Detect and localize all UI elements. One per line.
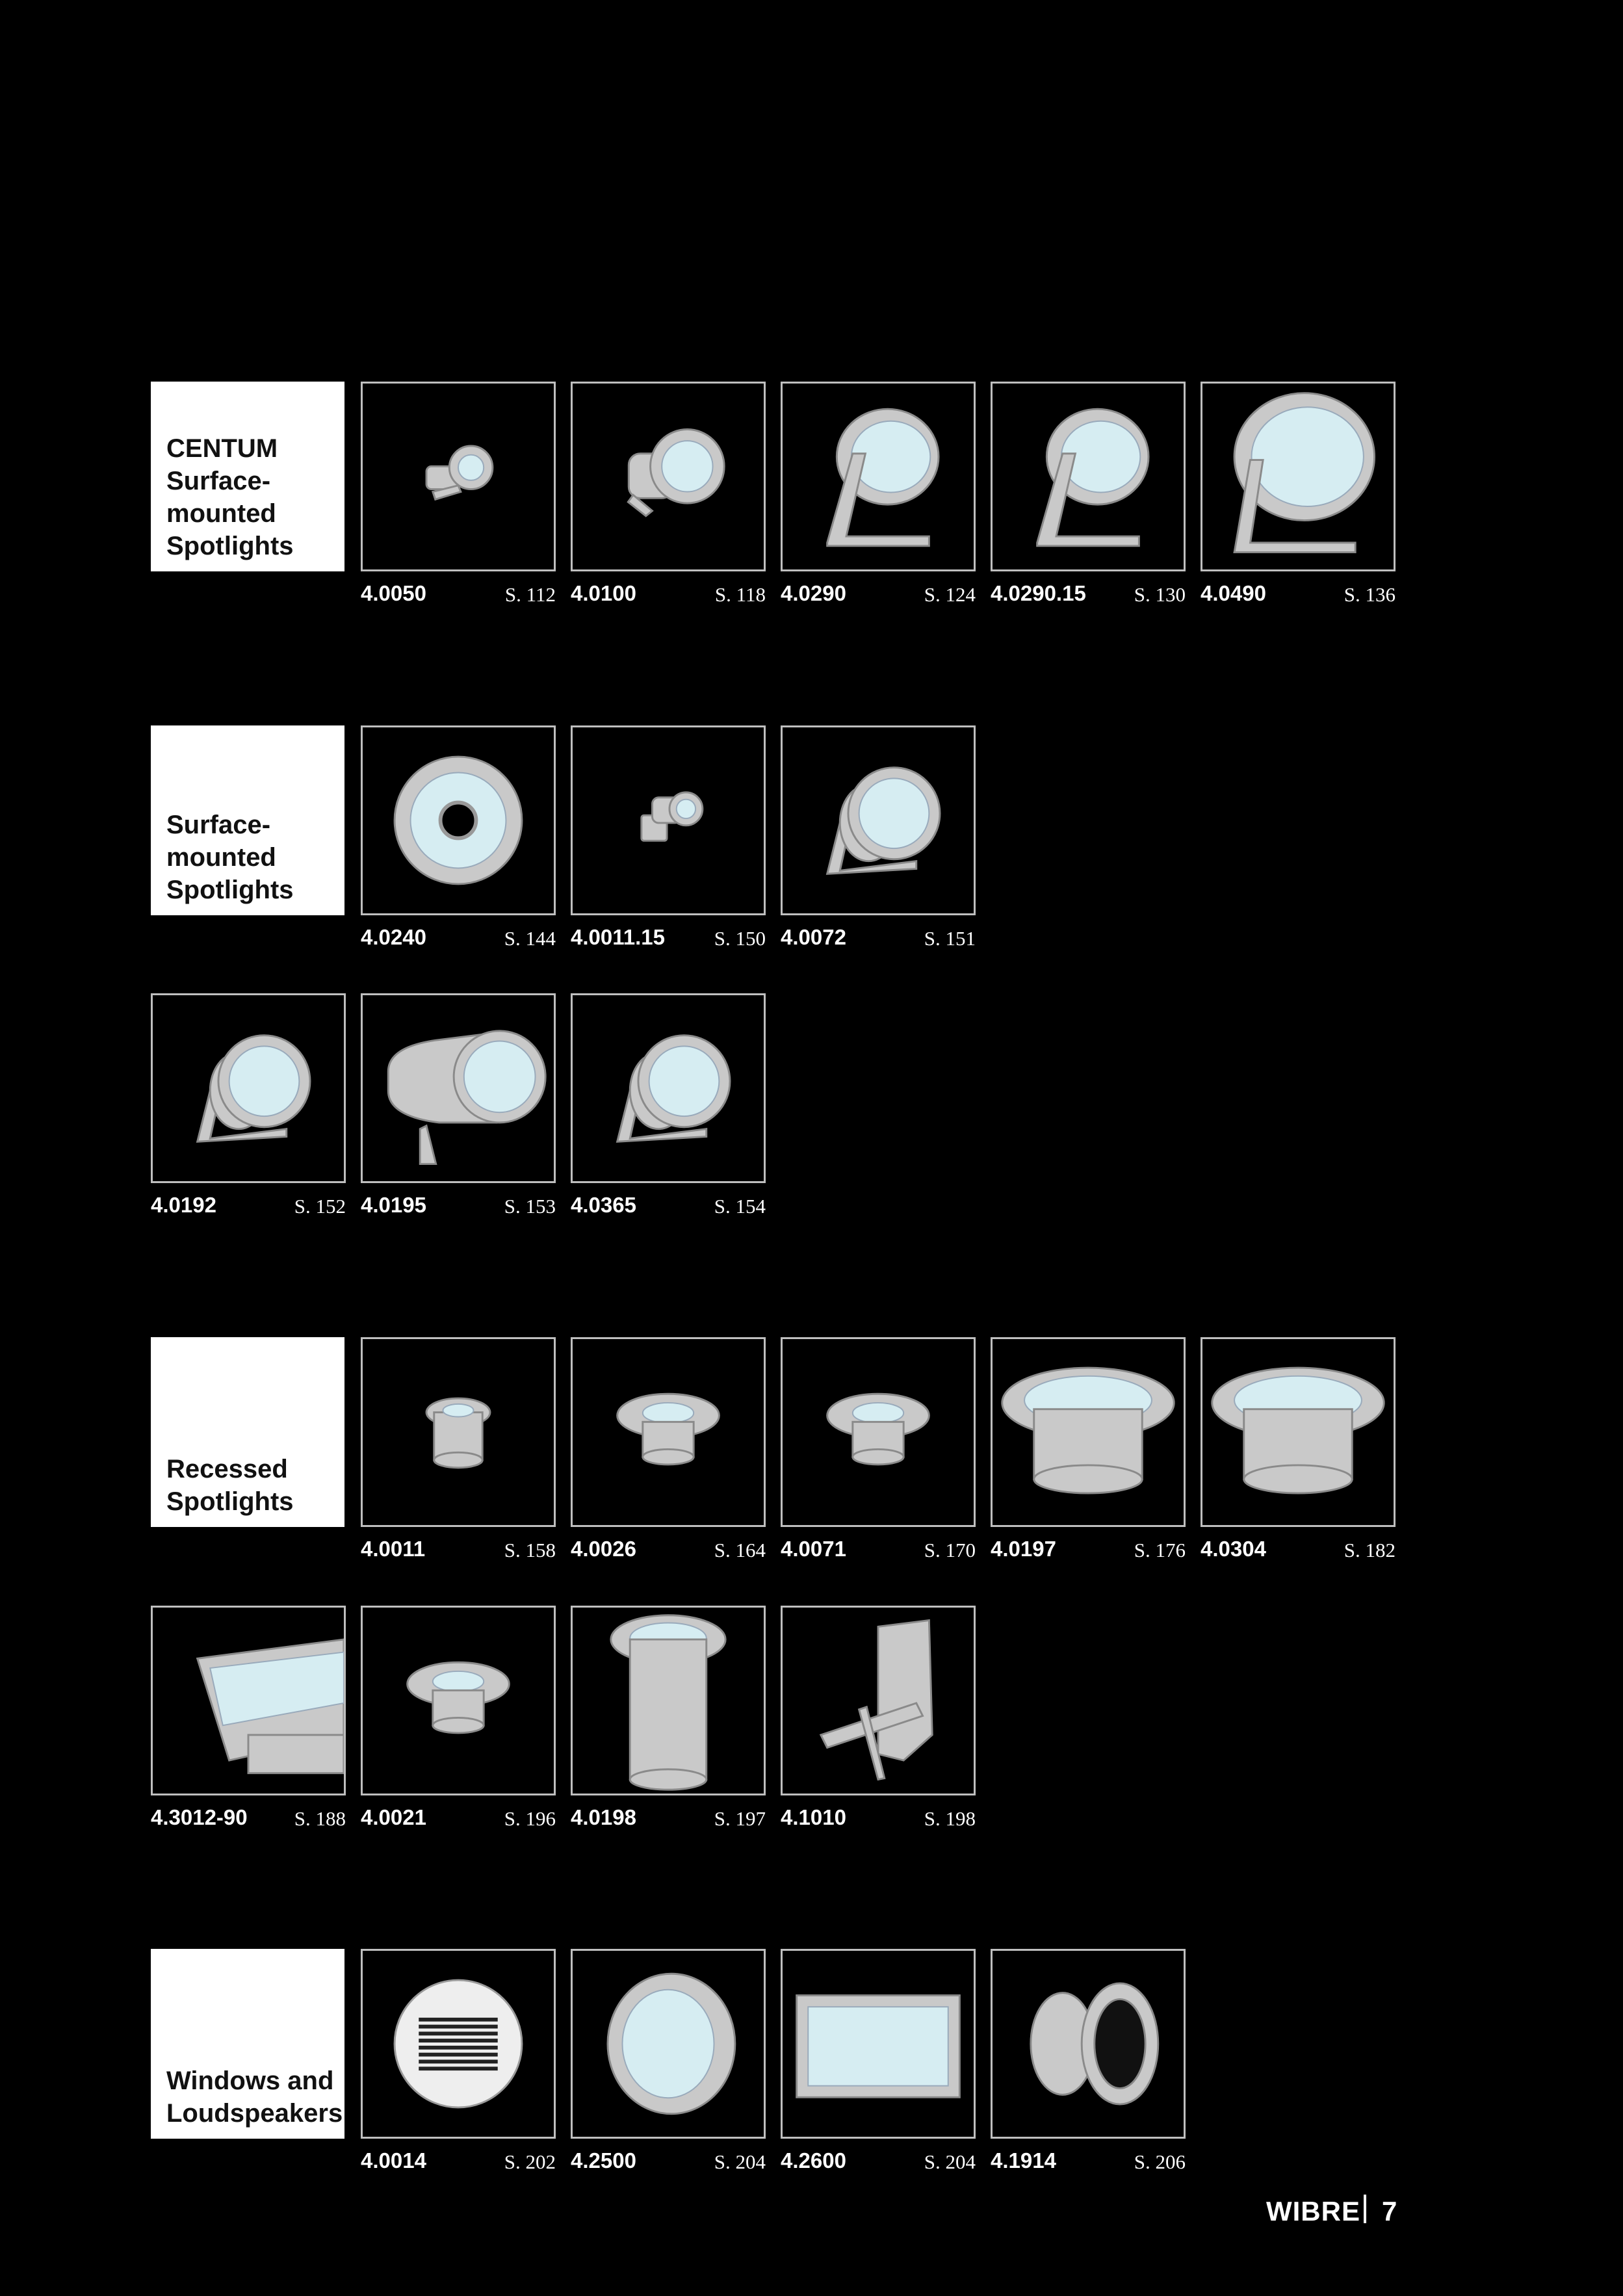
page-number: 7 bbox=[1382, 2196, 1397, 2226]
product-tile[interactable] bbox=[781, 1606, 976, 1795]
page-reference: S. 202 bbox=[504, 2150, 556, 2173]
product-code: 4.0072 bbox=[781, 925, 846, 949]
page-reference: S. 158 bbox=[504, 1539, 556, 1561]
page-reference: S. 150 bbox=[714, 927, 766, 950]
product-tile[interactable] bbox=[991, 1949, 1186, 2139]
product-tile[interactable] bbox=[361, 993, 556, 1183]
brand-logo: WIBRE bbox=[1266, 2196, 1360, 2226]
section-title-line: Surface- bbox=[166, 811, 271, 839]
product-code: 4.0290 bbox=[781, 581, 846, 605]
product-code: 4.0011.15 bbox=[571, 925, 665, 949]
product-code: 4.0100 bbox=[571, 581, 636, 605]
product-code: 4.0011 bbox=[361, 1537, 426, 1561]
product-code: 4.2600 bbox=[781, 2148, 846, 2172]
page-reference: S. 204 bbox=[924, 2150, 976, 2173]
page-reference: S. 197 bbox=[714, 1807, 766, 1830]
product-tile[interactable] bbox=[361, 1949, 556, 2139]
page-reference: S. 118 bbox=[714, 583, 766, 606]
product-code: 4.0195 bbox=[361, 1193, 426, 1217]
page-reference: S. 164 bbox=[714, 1539, 766, 1561]
product-tile[interactable] bbox=[1201, 1337, 1396, 1527]
product-tile[interactable] bbox=[361, 725, 556, 915]
section-title bbox=[151, 725, 344, 915]
product-tile[interactable] bbox=[571, 1606, 766, 1795]
page-reference: S. 170 bbox=[924, 1539, 976, 1561]
product-tile[interactable] bbox=[571, 725, 766, 915]
product-code: 4.3012-90 bbox=[151, 1805, 248, 1829]
section-title-line: Surface- bbox=[166, 467, 271, 495]
page-reference: S. 204 bbox=[714, 2150, 766, 2173]
page-reference: S. 198 bbox=[924, 1807, 976, 1830]
product-code: 4.0197 bbox=[991, 1537, 1056, 1561]
section-title-line: Spotlights bbox=[166, 532, 294, 560]
product-tile[interactable] bbox=[781, 725, 976, 915]
page-reference: S. 153 bbox=[504, 1195, 556, 1218]
section-title-line: Recessed bbox=[166, 1455, 288, 1483]
section-title-line: Loudspeakers bbox=[166, 2099, 343, 2128]
page-reference: S. 144 bbox=[504, 927, 556, 950]
product-tile[interactable] bbox=[151, 1606, 346, 1795]
product-tile[interactable] bbox=[571, 382, 766, 571]
product-code: 4.0071 bbox=[781, 1537, 846, 1561]
page-reference: S. 130 bbox=[1134, 583, 1186, 606]
section-title-line: Windows and bbox=[166, 2067, 334, 2095]
product-tile[interactable] bbox=[781, 382, 976, 571]
product-code: 4.0240 bbox=[361, 925, 426, 949]
page-reference: S. 151 bbox=[924, 927, 976, 950]
section-title-line: Spotlights bbox=[166, 876, 294, 904]
product-code: 4.1914 bbox=[991, 2148, 1056, 2172]
product-code: 4.0490 bbox=[1201, 581, 1266, 605]
page-reference: S. 154 bbox=[714, 1195, 766, 1218]
product-code: 4.0014 bbox=[361, 2148, 426, 2172]
product-code: 4.0198 bbox=[571, 1805, 636, 1829]
page-reference: S. 176 bbox=[1134, 1539, 1186, 1561]
section-title bbox=[151, 1949, 344, 2139]
product-tile[interactable] bbox=[571, 1337, 766, 1527]
product-code: 4.0021 bbox=[361, 1805, 426, 1829]
product-tile[interactable] bbox=[571, 993, 766, 1183]
product-code: 4.0026 bbox=[571, 1537, 636, 1561]
section-title bbox=[151, 1337, 344, 1527]
product-tile[interactable] bbox=[571, 1949, 766, 2139]
page-reference: S. 188 bbox=[294, 1807, 346, 1830]
product-code: 4.0304 bbox=[1201, 1537, 1266, 1561]
product-code: 4.2500 bbox=[571, 2148, 636, 2172]
product-tile[interactable] bbox=[1201, 382, 1396, 571]
section-title-line: Spotlights bbox=[166, 1487, 294, 1516]
product-tile[interactable] bbox=[361, 1606, 556, 1795]
page-reference: S. 124 bbox=[924, 583, 976, 606]
section-title bbox=[151, 382, 344, 571]
product-tile[interactable] bbox=[781, 1337, 976, 1527]
product-code: 4.0192 bbox=[151, 1193, 216, 1217]
product-code: 4.0290.15 bbox=[991, 581, 1086, 605]
section-title-line: mounted bbox=[166, 499, 276, 528]
product-tile[interactable] bbox=[991, 382, 1186, 571]
product-tile[interactable] bbox=[361, 382, 556, 571]
product-tile[interactable] bbox=[781, 1949, 976, 2139]
product-code: 4.0365 bbox=[571, 1193, 636, 1217]
footer-divider bbox=[1364, 2195, 1366, 2223]
product-tile[interactable] bbox=[991, 1337, 1186, 1527]
section-title-line: mounted bbox=[166, 843, 276, 872]
page-reference: S. 196 bbox=[504, 1807, 556, 1830]
product-tile[interactable] bbox=[151, 993, 346, 1183]
page-reference: S. 182 bbox=[1344, 1539, 1396, 1561]
product-tile[interactable] bbox=[361, 1337, 556, 1527]
page-reference: S. 206 bbox=[1134, 2150, 1186, 2173]
product-code: 4.0050 bbox=[361, 581, 426, 605]
page-reference: S. 152 bbox=[294, 1195, 346, 1218]
product-code: 4.1010 bbox=[781, 1805, 846, 1829]
section-title-line: CENTUM bbox=[166, 434, 278, 463]
page-reference: S. 112 bbox=[504, 583, 556, 606]
page-reference: S. 136 bbox=[1344, 583, 1396, 606]
